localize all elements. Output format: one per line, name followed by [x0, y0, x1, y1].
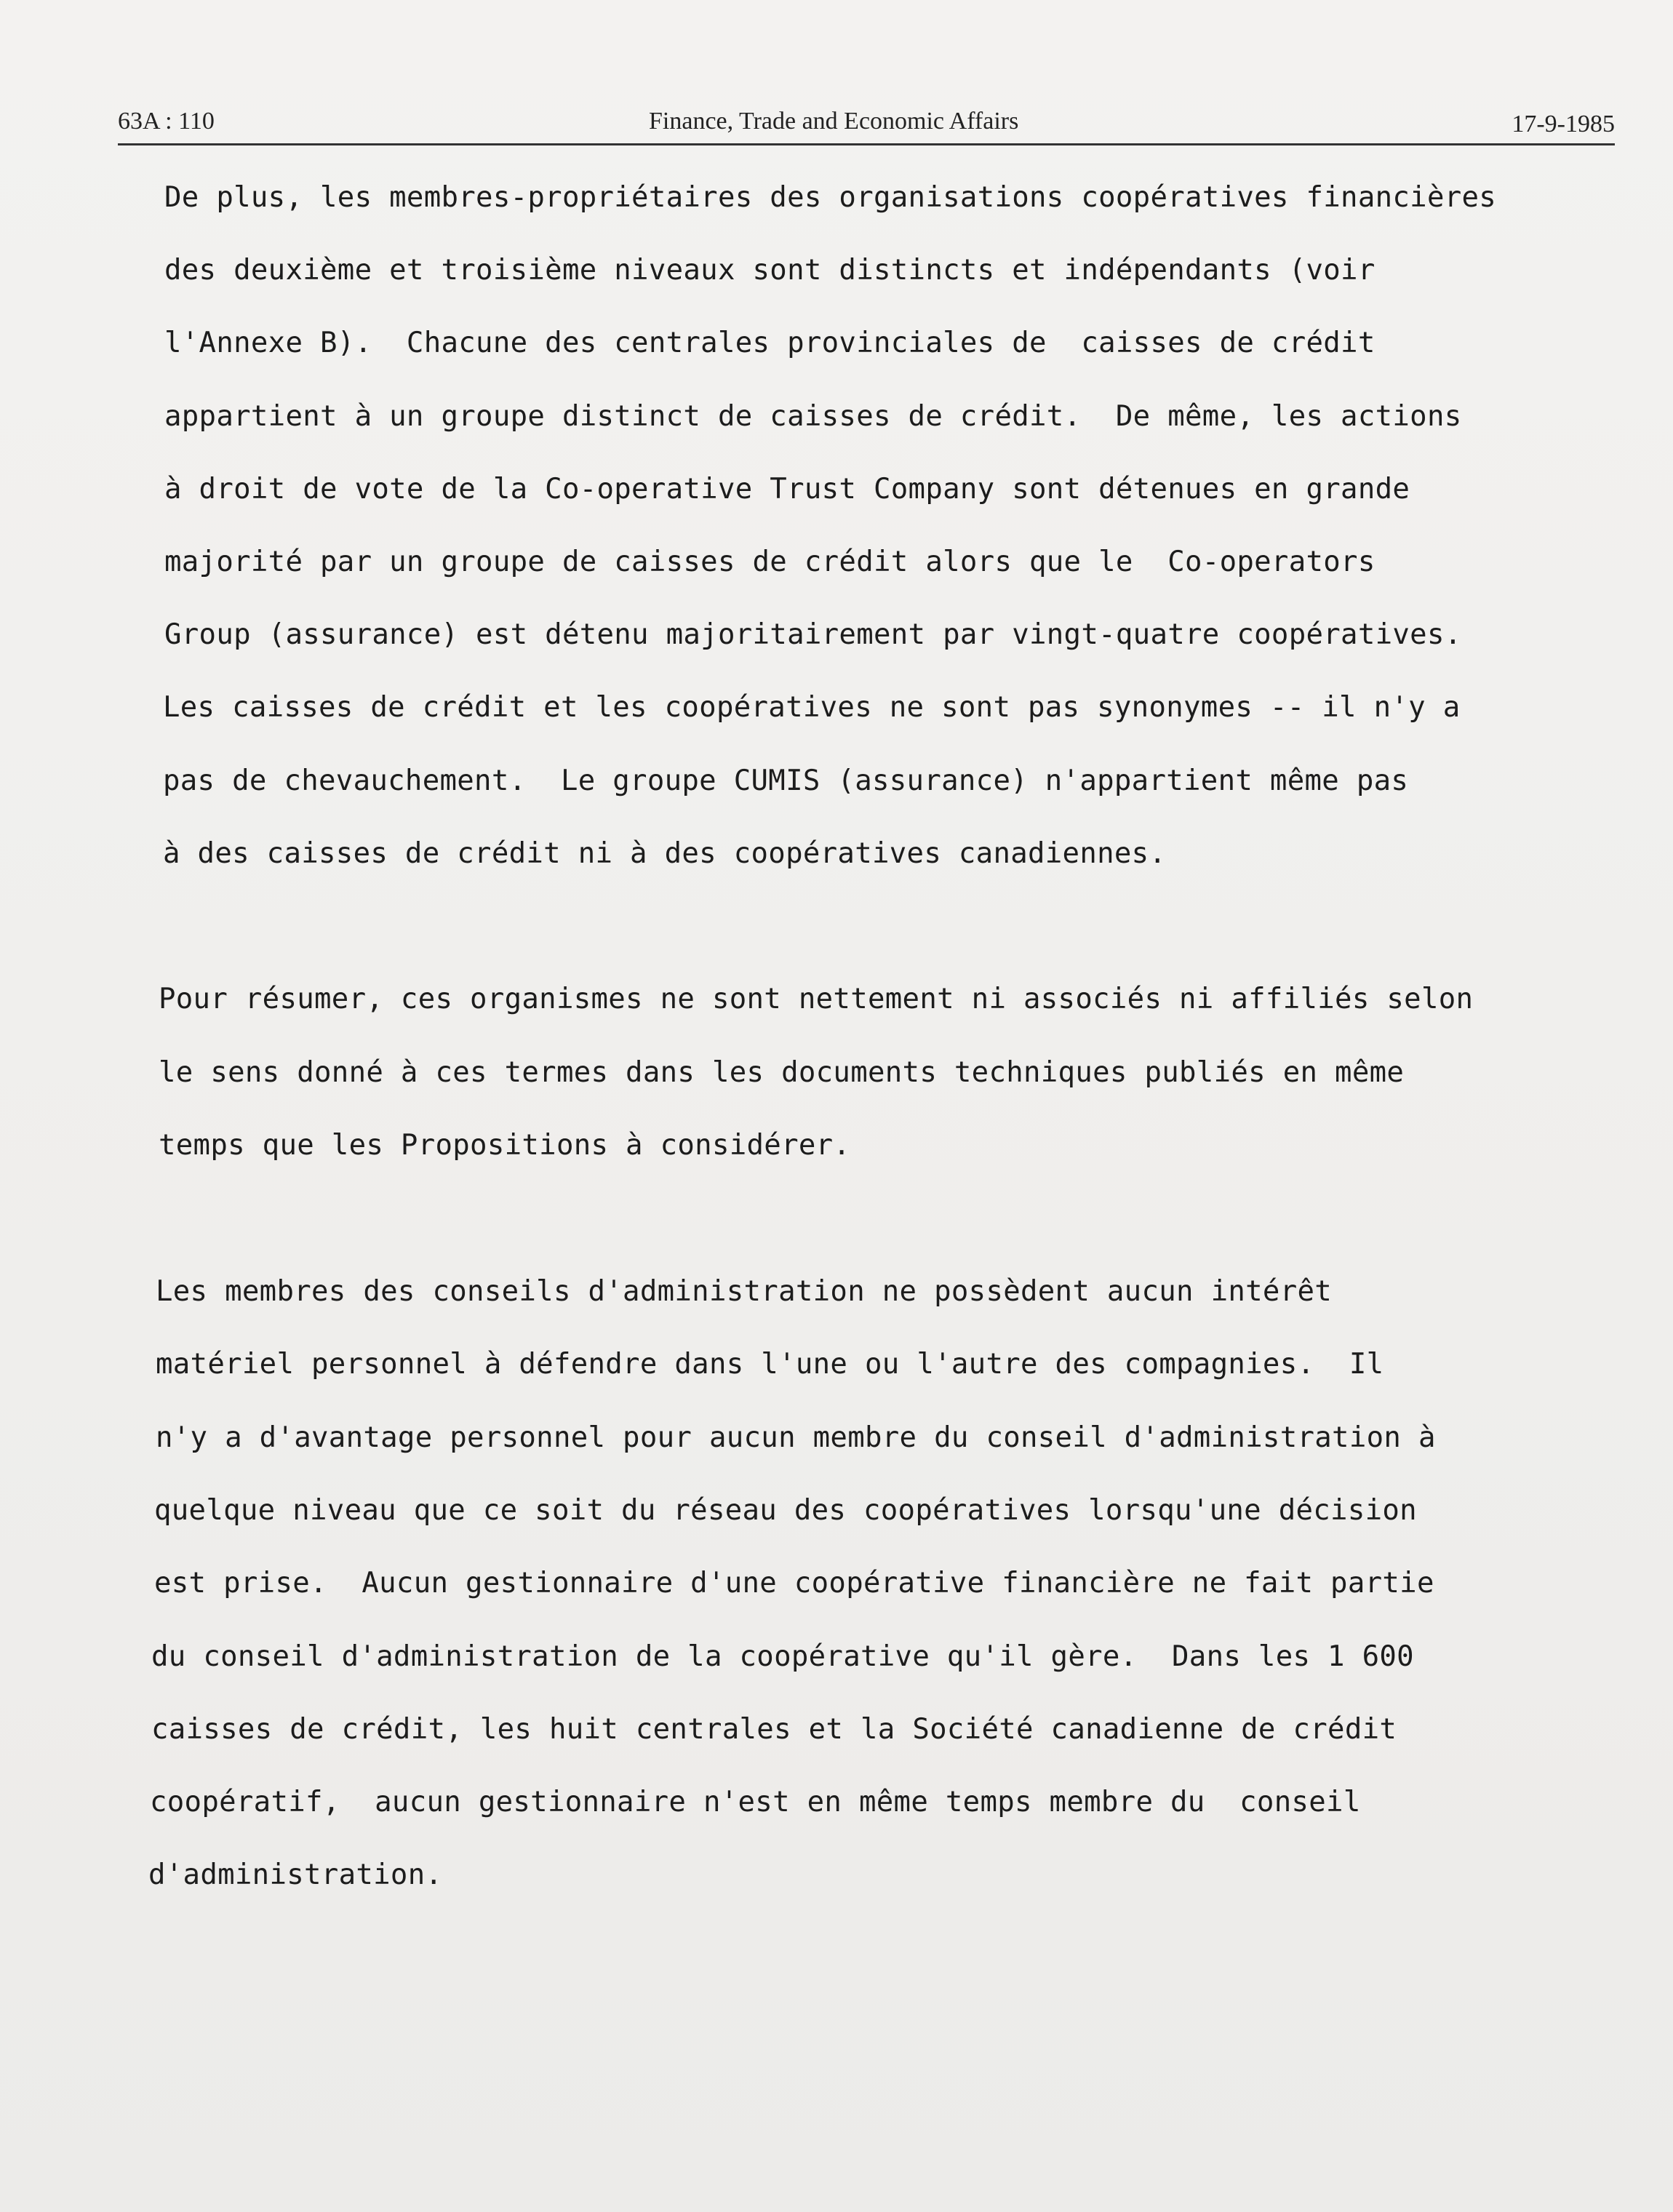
text-line: n'y a d'avantage personnel pour aucun membre du conseil d'administration à — [156, 1421, 1436, 1454]
text-line: Pour résumer, ces organismes ne sont nettement ni associés ni affiliés selon — [159, 983, 1474, 1015]
text-line: quelque niveau que ce soit du réseau des coopératives lorsqu'une décision — [154, 1494, 1417, 1527]
text-line: à des caisses de crédit ni à des coopératives canadiennes. — [163, 837, 1167, 870]
text-line: l'Annexe B). Chacune des centrales provinciales de caisses de crédit — [164, 327, 1375, 359]
text-line: Les membres des conseils d'administration ne possèdent aucun intérêt — [156, 1275, 1333, 1308]
text-line: majorité par un groupe de caisses de crédit alors que le Co-operators — [164, 546, 1375, 578]
section-title: Finance, Trade and Economic Affairs — [649, 108, 1019, 135]
page-reference: 63A : 110 — [118, 108, 215, 135]
page-header — [118, 102, 1615, 145]
header-date: 17-9-1985 — [1512, 111, 1615, 137]
text-line: temps que les Propositions à considérer. — [159, 1129, 851, 1162]
text-line: matériel personnel à défendre dans l'une ou l'autre des compagnies. Il — [156, 1348, 1384, 1381]
text-line: appartient à un groupe distinct de caisses de crédit. De même, les actions — [164, 400, 1462, 433]
text-line: est prise. Aucun gestionnaire d'une coopérative financière ne fait partie — [154, 1567, 1434, 1600]
text-line: pas de chevauchement. Le groupe CUMIS (assurance) n'appartient même pas — [163, 764, 1409, 797]
text-line: le sens donné à ces termes dans les documents techniques publiés en même — [159, 1056, 1405, 1089]
text-line: à droit de vote de la Co-operative Trust Company sont détenues en grande — [164, 473, 1410, 506]
text-line: des deuxième et troisième niveaux sont distincts et indépendants (voir — [164, 254, 1375, 287]
header-rule — [118, 143, 1615, 145]
text-line: De plus, les membres-propriétaires des organisations coopératives financières — [164, 181, 1497, 214]
text-line: coopératif, aucun gestionnaire n'est en même temps membre du conseil — [150, 1786, 1361, 1818]
text-line: caisses de crédit, les huit centrales et la Société canadienne de crédit — [151, 1713, 1397, 1746]
text-line: Group (assurance) est détenu majoritairement par vingt-quatre coopératives. — [164, 618, 1462, 651]
text-line: d'administration. — [148, 1858, 443, 1891]
text-line: Les caisses de crédit et les coopératives ne sont pas synonymes -- il n'y a — [163, 691, 1461, 724]
text-line: du conseil d'administration de la coopérative qu'il gère. Dans les 1 600 — [151, 1640, 1414, 1673]
